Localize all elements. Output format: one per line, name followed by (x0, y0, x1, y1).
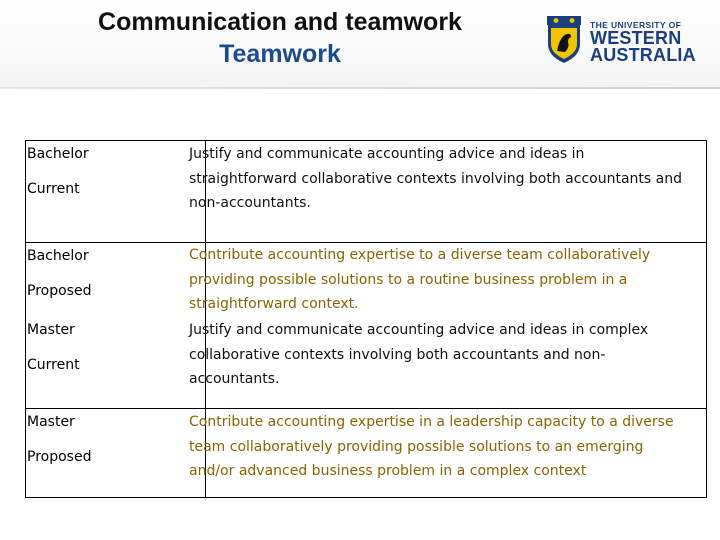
university-crest-icon (547, 16, 581, 64)
outcome-text: Contribute accounting expertise to a diverse team collaboratively providing possible solutions to a routine business problem in a straightforward context. (189, 247, 651, 312)
outcome-text: Justify and communicate accounting advice and ideas in complex collaborative contexts involving both accountants and non- accountants. (189, 322, 649, 387)
header-divider (0, 87, 720, 89)
uwa-logo (543, 16, 696, 72)
slide-title (30, 6, 530, 70)
row-label-status: Proposed (27, 283, 92, 299)
title-line-1: Communication and teamwork (98, 8, 462, 36)
row-label-status: Current (27, 357, 80, 373)
row-label-level: Bachelor (27, 146, 89, 162)
logo-small-text: THE UNIVERSITY OF (590, 20, 682, 30)
row-label-status: Current (27, 181, 80, 197)
row-label-level: Master (27, 414, 75, 430)
logo-line-western: WESTERN (590, 28, 682, 48)
row-divider (26, 408, 706, 409)
outcome-text: Justify and communicate accounting advice and ideas in straightforward collaborative contexts involving both accountants and non-accountants. (189, 146, 682, 211)
title-line-2: Teamwork (219, 40, 341, 68)
row-label-status: Proposed (27, 449, 92, 465)
logo-line-australia: AUSTRALIA (590, 45, 696, 65)
outcome-text: Contribute accounting expertise in a leadership capacity to a diverse team collaboratively providing possible solutions to an emerging and/or advanced business problem in a complex context (189, 414, 674, 479)
row-label-level: Bachelor (27, 248, 89, 264)
row-label-level: Master (27, 322, 75, 338)
